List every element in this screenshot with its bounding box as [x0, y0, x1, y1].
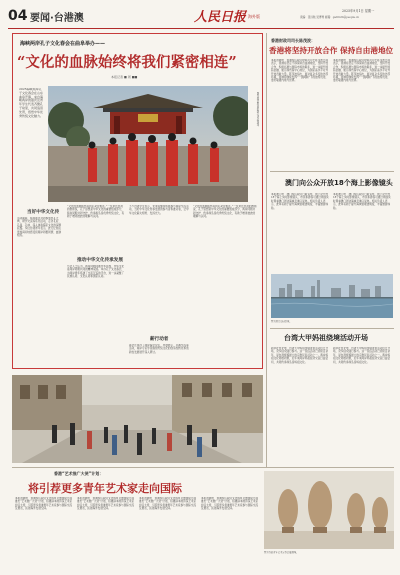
right-top-headline: 香港将坚持开放合作 保持自由港地位 — [269, 46, 394, 55]
right-top-body-1: 本报香港电 香港特区政府财政司司长陈茂波日前表示，香港将坚定不移保持自由港地位，坚持开放合作，积极拓展与国际市场的联系，进一步提升国际金融、航运和贸易中心地位，为国家高水平对外开放贡献力量。陈茂波指出，面对复杂多变的外部环境，香港将继续发挥“一国两制”下的独特优势，更好联通内地与世界。 — [271, 59, 329, 83]
lead-intro: 2025海峡两岸孔子文化春会在山东曲阜开幕，来自海峡两岸的嘉宾及青年学生代表齐聚孔子故里，共同追思先贤，感悟中华优秀传统文化魅力。 — [19, 88, 44, 118]
bottom-kicker: 香港“艺术推广大使”计划： — [54, 471, 104, 476]
art-exhibition-photo — [264, 471, 394, 549]
issue-date: 2025年9月1日 星期一 — [342, 9, 375, 13]
lead-byline: 本报记者 ■ 周 ■■ — [111, 75, 138, 79]
lead-kicker: 海峡两岸孔子文化春会在曲阜举办—— — [20, 41, 106, 47]
lead-photo-caption: 图为春会期间的祭孔活动现场。 — [256, 92, 259, 129]
bottom-headline: 将引荐更多青年艺术家走向国际 — [28, 482, 182, 495]
lead-subhead-3: 薪行动者 — [150, 337, 169, 342]
lead-subhead-1: 当好中华文化传 — [27, 210, 60, 215]
right-top-body-2: 本报香港电 香港特区政府财政司司长陈茂波日前表示，香港将坚定不移保持自由港地位，坚持开放合作，积极拓展与国际市场的联系，进一步提升国际金融、航运和贸易中心地位，为国家高水平对外开放贡献力量。陈茂波指出，面对复杂多变的外部环境，香港将继续发挥“一国两制”下的独特优势，更好联通内地与世界。 — [333, 59, 391, 83]
lead-body-col1: 活动期间，两岸嘉宾共同参加祭孔大典、研学交流等系列活动，走访孔府、孔庙、孔林，深入体验儒家文化的深厚底蕴。多位台湾青年表示，此行让他们更加真切地感受到两岸同根同源、血脉相连。 — [17, 217, 62, 238]
lead-body-col4: “文化的血脉始终将我们紧密相连。”一位来自台湾的教师说，孔子思想是中华文化的重要组成部分，两岸同胞共同守护、传承和弘扬优秀传统文化，有助于增进彼此的理解与认同。 — [193, 205, 257, 219]
editor-credits: 责编：张远航 吴博昂 邮箱：gatrmrb@people.cn — [300, 16, 359, 19]
right-divider-2 — [270, 328, 394, 329]
right-mid-body-1: 本报澳门电 澳门特区政府日前宣布，向公众开放18个海上实时影像镜头，市民和游客可通过网络实时观看澳门周边海域及港口景象。相关负责人表示，此举有助于提升海域管理透明度，丰富旅游体验。 — [271, 193, 329, 210]
lead-body-col2: “文化的血脉始终将我们紧密相连。”一位来自台湾的教师说，孔子思想是中华文化的重要组成部分，两岸同胞共同守护、传承和弘扬优秀传统文化，有助于增进彼此的理解与认同。 — [67, 205, 125, 219]
masthead — [8, 6, 394, 28]
art-photo-caption: 图为香港青年艺术家作品展现场。 — [264, 551, 299, 554]
edition-label: 海外版 — [248, 14, 260, 19]
newspaper-logo: 人民日报 — [194, 10, 247, 25]
right-mid-headline: 澳门向公众开放18个海上影像镜头 — [285, 179, 393, 187]
bottom-body-3: 本报香港电 香港特区政府文化体育及旅游局日前推出“艺术推广大使”计划，将邀请本地资深艺术家担任大使，引荐更多香港青年艺术家参与国际交流及展览，拓展海外发展空间。 — [139, 497, 197, 511]
bottom-body-4: 本报香港电 香港特区政府文化体育及旅游局日前推出“艺术推广大使”计划，将邀请本地资深艺术家担任大使，引荐更多香港青年艺术家参与国际交流及展览，拓展海外发展空间。 — [201, 497, 259, 511]
right-top-kicker: 香港财政司司长陈茂波： — [271, 38, 315, 43]
right-bottom-body-1: 新华社台北电 台湾大甲妈祖绕境进香活动近日开场，众多信众随行参与。这一民俗活动已延续百余年，是台湾规模最大的宗教民俗活动之一。两岸妈祖文化同根同源，近年来两岸妈祖信众交流日益密切，共同传承和弘扬妈祖文化。 — [271, 347, 329, 364]
street-crowd-photo — [12, 375, 263, 463]
bottom-divider — [12, 467, 394, 468]
right-mid-body-2: 本报澳门电 澳门特区政府日前宣布，向公众开放18个海上实时影像镜头，市民和游客可通过网络实时观看澳门周边海域及港口景象。相关负责人表示，此举有助于提升海域管理透明度，丰富旅游体验。 — [333, 193, 391, 210]
confucius-ceremony-photo — [48, 86, 248, 202]
lead-body-col3: 不少台湾学生表示，未来将继续积极参与两岸交流活动，当好中华文化传承发展的参与者和推动者，让中华文化薪火相传、发扬光大。 — [129, 205, 189, 215]
bottom-body-1: 本报香港电 香港特区政府文化体育及旅游局日前推出“艺术推广大使”计划，将邀请本地资深艺术家担任大使，引荐更多香港青年艺术家参与国际交流及展览，拓展海外发展空间。 — [15, 497, 73, 511]
masthead-rule — [8, 28, 394, 29]
old-street-photo — [12, 375, 263, 463]
lead-photo — [48, 86, 248, 202]
macau-photo-caption: 图为澳门海域景象。 — [271, 320, 292, 323]
right-column-divider — [266, 33, 267, 467]
right-bottom-headline: 台湾大甲妈祖绕境活动开场 — [284, 334, 368, 342]
bottom-body-2: 本报香港电 香港特区政府文化体育及旅游局日前推出“艺术推广大使”计划，将邀请本地资深艺术家担任大使，引荐更多香港青年艺术家参与国际交流及展览，拓展海外发展空间。 — [77, 497, 135, 511]
lead-body-col2b: 与会人士认为，两岸同胞同属中华民族，中华文化是两岸同胞共同的精神家园。举办孔子文化春会，为两岸青年搭建了交流互鉴的平台，进一步凝聚了民族认同、文化认同和国家认同。 — [67, 265, 125, 279]
section-name: 要闻·台港澳 — [30, 13, 84, 24]
right-bottom-body-2: 新华社台北电 台湾大甲妈祖绕境进香活动近日开场，众多信众随行参与。这一民俗活动已延续百余年，是台湾规模最大的宗教民俗活动之一。两岸妈祖文化同根同源，近年来两岸妈祖信众交流日益密切，共同传承和弘扬妈祖文化。 — [333, 347, 391, 364]
lead-subhead-2: 推动中华文化传承发展 — [77, 258, 123, 263]
page-number: 04 — [8, 8, 28, 24]
macau-sea-photo — [271, 274, 393, 318]
right-divider-1 — [270, 171, 394, 172]
harbor-skyline-photo — [271, 274, 393, 318]
lead-body-col3b: 春会还举办了两岸儒学论坛、非遗展示、书画交流等活动，两岸专家学者围绕传统文化的创造性转化和创新性发展展开深入研讨。 — [129, 344, 189, 354]
lead-headline: “文化的血脉始终将我们紧密相连” — [17, 54, 237, 71]
gallery-sculpture-photo — [264, 471, 394, 549]
